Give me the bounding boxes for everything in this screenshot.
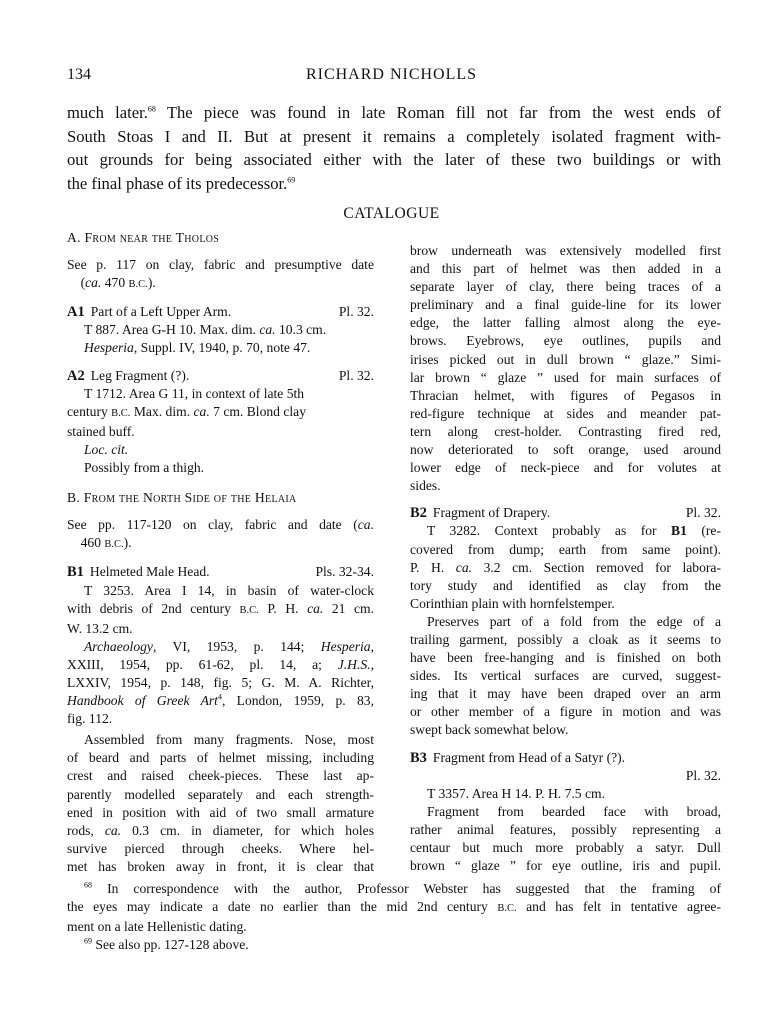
entry-b2-line-2: covered from dump; earth from same point). [410, 541, 721, 557]
entry-b1-line-3: W. 13.2 cm. [67, 620, 133, 636]
entry-b1-desc-6: rods, ca. 0.3 cm. in diameter, for which holes [67, 822, 374, 838]
entry-a2-number: A2 [67, 367, 85, 384]
entry-b2-line-1: T 3282. Context probably as for B1 (re- [427, 523, 721, 539]
entry-a1-title: Part of a Left Upper Arm. [90, 304, 232, 320]
intro-line-2: South Stoas I and II. But at present it remains a completely isolated fragment with- [67, 126, 721, 146]
footnote-68-line-2: the eyes may indicate a date no earlier than the mid 2nd century B.C. and has felt in tentative agree- [67, 899, 721, 915]
b1-cont-line-13: lower edge of neck-piece and for volutes at [410, 460, 721, 476]
entry-b1-desc-7: survive pierced through cheeks. Where hel- [67, 840, 374, 856]
entry-b2-desc-2: trailing garment, possibly a cloak as it seems to [410, 631, 721, 647]
entry-b1-desc-2: of beard and parts of helmet missing, including [67, 750, 374, 766]
entry-b2-number: B2 [410, 505, 427, 522]
b1-cont-line-1: brow underneath was extensively modelled first [410, 243, 721, 258]
entry-b1-ref-4: Handbook of Greek Art$^4$, London, 1959, p. 83, [67, 692, 374, 709]
footnotes [67, 880, 721, 954]
entry-b3-desc-3: centaur but much more probably a satyr. Dull [410, 840, 721, 855]
entry-b3-desc-4: brown “ glaze ” for eye outline, iris and pupil. [410, 858, 721, 874]
footnote-68-number: 68 [84, 880, 92, 890]
entry-a1-header [67, 303, 374, 321]
entry-b2-desc-5: ing that it may have been draped over an arm [410, 686, 721, 702]
entry-b1-ref-1: Archaeology, VI, 1953, p. 144; Hesperia, [84, 638, 374, 654]
entry-b1-ref-5: fig. 112. [67, 711, 113, 727]
entry-b1-desc-8: met has broken away in front, it is clear that [67, 858, 374, 874]
b1-cont-line-6: brows. Eyebrows, eye outlines, pupils and [410, 333, 721, 349]
entry-a2-header [67, 367, 374, 385]
entry-b1-desc-1: Assembled from many fragments. Nose, most [84, 732, 374, 748]
footnote-ref-68: 68 [147, 104, 156, 114]
page-number: 134 [67, 66, 91, 83]
intro-line-4: the final phase of its predecessor.$^{69}$ [67, 173, 296, 193]
entry-b2-desc-6: or other member of a figure in motion and was [410, 704, 721, 720]
entry-b1-plate: Pls. 32-34. [315, 564, 374, 580]
entry-b2-line-4: tory study and identified as clay from the [410, 577, 721, 593]
b1-cont-line-11: tern along crest-holder. Contrasting fired red, [410, 423, 721, 439]
entry-b2-desc-1: Preserves part of a fold from the edge of a [427, 613, 721, 629]
entry-b2-title: Fragment of Drapery. [432, 505, 551, 521]
section-b-see: See pp. 117-120 on clay, fabric and date (ca. 460 B.C.). [67, 517, 374, 551]
intro-paragraph [67, 101, 721, 195]
entry-a2-line-4: Loc. cit. [84, 441, 129, 457]
entry-b1-desc-5: ened in position with aid of two small armature [67, 804, 374, 820]
entry-a1-plate: Pl. 32. [338, 304, 374, 320]
entry-b1-line-2: with debris of 2nd century B.C. P. H. ca. 21 cm. [67, 600, 374, 616]
entry-b1-title: Helmeted Male Head. [89, 564, 210, 580]
entry-b2-desc-3: have been free-hanging and is finished on both [410, 650, 721, 666]
footnote-68-line-3: ment on a late Hellenistic dating. [67, 919, 247, 935]
entry-b2-plate: Pl. 32. [685, 505, 721, 521]
entry-a1-line-1: T 887. Area G-H 10. Max. dim. ca. 10.3 cm. [84, 322, 327, 338]
entry-a2-line-2: century B.C. Max. dim. ca. 7 cm. Blond clay [67, 403, 307, 419]
catalogue-right-column [410, 242, 721, 875]
footnote-ref-69: 69 [287, 174, 296, 184]
catalogue-title: CATALOGUE [343, 205, 440, 222]
entry-a2-line-5: Possibly from a thigh. [84, 460, 205, 476]
entry-b1-ref-3: LXXIV, 1954, p. 148, fig. 5; G. M. A. Richter, [67, 674, 374, 690]
b1-cont-line-4: preliminary and a final guide-line for its lower [410, 297, 721, 313]
b1-cont-line-8: lar brown “ glaze ” used for main surfaces of [410, 369, 721, 385]
footnote-68-line-1: $^{68}$ In correspondence with the author, Professor Webster has suggested that the framing of [84, 880, 721, 896]
entry-a2-line-3: stained buff. [67, 423, 135, 439]
entry-b3-number: B3 [410, 749, 427, 766]
section-a-heading: A. From near the Tholos [67, 230, 220, 245]
b1-cont-line-7: irises picked out in dull brown “ glaze.” Simi- [410, 351, 721, 367]
entry-b2-header [410, 504, 721, 522]
b1-cont-line-3: separate layer of clay, there being traces of a [410, 279, 721, 295]
entry-b3-title: Fragment from Head of a Satyr (?). [432, 749, 626, 765]
section-b-heading: B. From the North Side of the Helaia [67, 490, 297, 506]
entry-b3-desc-2: rather animal features, possibly representing a [410, 821, 721, 837]
section-a-see: See p. 117 on clay, fabric and presumptive date (ca. 470 B.C.). [67, 257, 374, 291]
entry-b2-line-5: Corinthian plain with hornfelstemper. [410, 595, 615, 611]
footnote-69-number: 69 [84, 936, 92, 946]
b1-cont-line-2: and this part of helmet was then added in a [410, 261, 721, 277]
intro-line-1: much later.$^{68}$ The piece was found in late Roman fill not far from the west ends of [67, 103, 721, 122]
entry-a2-line-1: T 1712. Area G 11, in context of late 5th [84, 385, 305, 401]
entry-b2-line-3: P. H. ca. 3.2 cm. Section removed for labora- [410, 559, 721, 575]
intro-line-3: out grounds for being associated either with the later of these two buildings or with [67, 150, 721, 169]
entry-b3-desc-1: Fragment from bearded face with broad, [427, 803, 721, 819]
entry-b1-ref-2: XXIII, 1954, pp. 61-62, pl. 14, a; J.H.S., [67, 656, 374, 672]
b1-cont-line-5: edge, the latter falling almost along the eye- [410, 315, 721, 331]
entry-b1-number: B1 [67, 564, 84, 581]
b1-cont-line-12: now deteriorated to soft orange, used around [410, 442, 721, 458]
entry-a2-plate: Pl. 32. [338, 367, 374, 383]
footnote-69: $^{69}$ See also pp. 127-128 above. [84, 936, 249, 953]
running-head-author: RICHARD NICHOLLS [305, 66, 478, 83]
b1-cont-line-10: red-figure technique at sides and meander pat- [410, 405, 721, 421]
entry-b2-desc-7: swept back somewhat below. [410, 722, 569, 738]
entry-b1-desc-3: crest and raised cheek-pieces. These last ap- [67, 768, 374, 784]
entry-b1-header [67, 563, 374, 581]
entry-b1-line-1: T 3253. Area I 14, in basin of water-clock [84, 582, 374, 598]
b1-cont-line-9: Thracian helmet, with figures of Pegasos in [410, 387, 721, 403]
catalogue-left-column [67, 229, 374, 876]
entry-b3-plate: Pl. 32. [685, 767, 721, 783]
b1-cont-line-14: sides. [410, 478, 441, 494]
entry-b3-line-1: T 3357. Area H 14. P. H. 7.5 cm. [427, 785, 605, 801]
entry-a2-title: Leg Fragment (?). [90, 367, 190, 383]
entry-b1-desc-4: parently modelled separately and each strength- [67, 786, 374, 802]
entry-b3-header [410, 749, 721, 767]
entry-b2-desc-4: sides. Its vertical surfaces are curved, suggest- [410, 668, 721, 684]
entry-a1-line-2: Hesperia, Suppl. IV, 1940, p. 70, note 47. [84, 340, 311, 356]
entry-a1-number: A1 [67, 304, 85, 321]
